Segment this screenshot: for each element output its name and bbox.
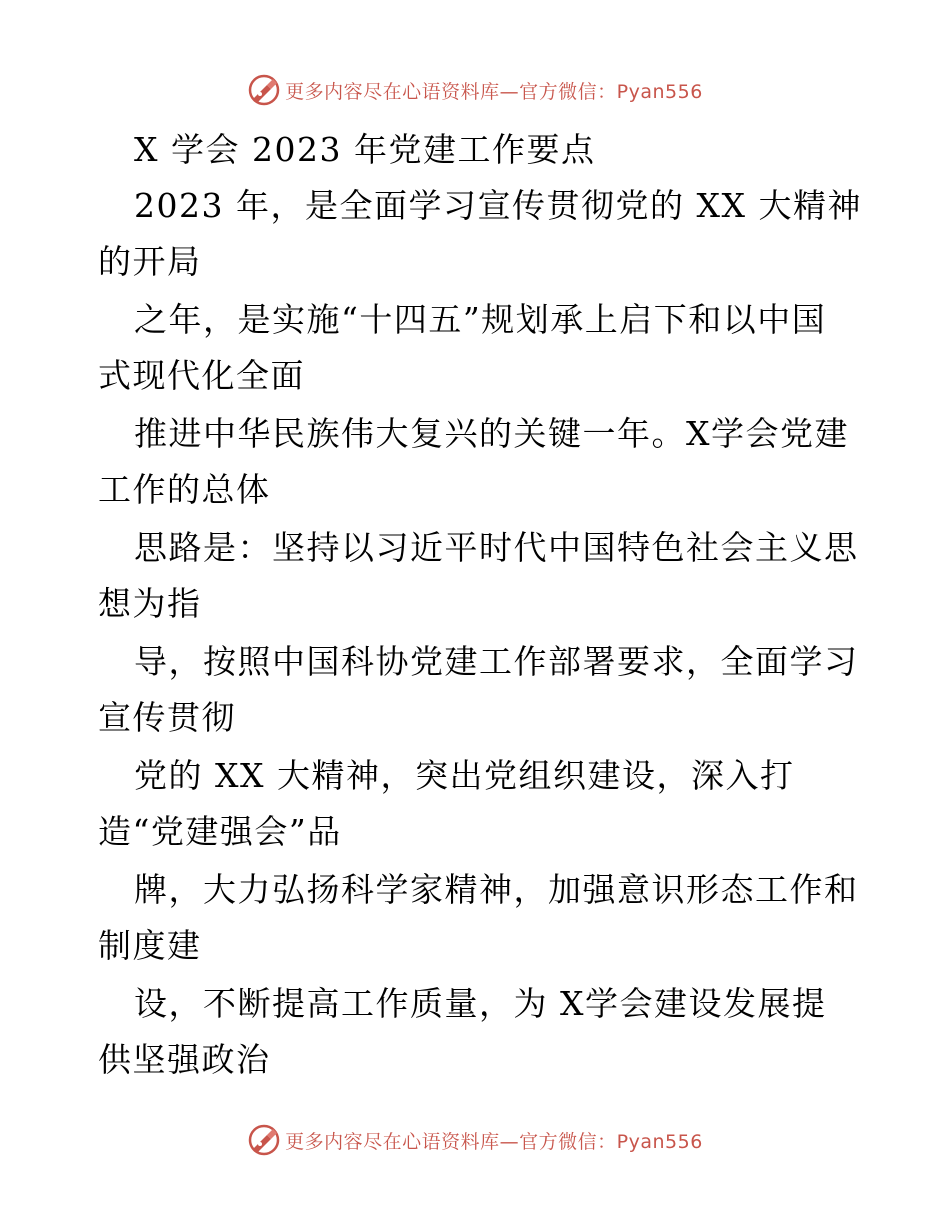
text-line: 思路是：坚持以习近平时代中国特色社会主义思 <box>134 528 859 567</box>
text-line: 推进中华民族伟大复兴的关键一年。X学会党建 <box>134 414 849 453</box>
header-banner <box>0 70 950 110</box>
text-line: 式现代化全面 <box>98 356 305 395</box>
text-line: 宣传贯彻 <box>98 698 236 737</box>
text-line: 制度建 <box>98 926 202 965</box>
text-line: 之年，是实施“十四五”规划承上启下和以中国 <box>134 300 827 339</box>
text-line: 想为指 <box>98 584 202 623</box>
text-line: 牌，大力弘扬科学家精神，加强意识形态工作和 <box>134 870 859 909</box>
text-line: 2023 年，是全面学习宣传贯彻党的 XX 大精神 <box>134 186 862 225</box>
text-line: 设，不断提高工作质量，为 X学会建设发展提 <box>134 984 827 1023</box>
footer-banner <box>0 1120 950 1160</box>
banner-text: 更多内容尽在心语资料库—官方微信：Pyan556 <box>285 80 703 103</box>
text-line: 工作的总体 <box>98 470 271 509</box>
banner-text: 更多内容尽在心语资料库—官方微信：Pyan556 <box>285 1130 703 1153</box>
text-line: 党的 XX 大精神，突出党组织建设，深入打 <box>134 756 795 795</box>
pen-seal-icon <box>247 1123 281 1157</box>
text-line: 的开局 <box>98 242 202 281</box>
text-line: 供坚强政治 <box>98 1040 271 1079</box>
document-title: X 学会 2023 年党建工作要点 <box>134 130 596 169</box>
pen-seal-icon <box>247 73 281 107</box>
text-line: 导，按照中国科协党建工作部署要求，全面学习 <box>134 642 859 681</box>
text-line: 造“党建强会”品 <box>98 812 342 851</box>
